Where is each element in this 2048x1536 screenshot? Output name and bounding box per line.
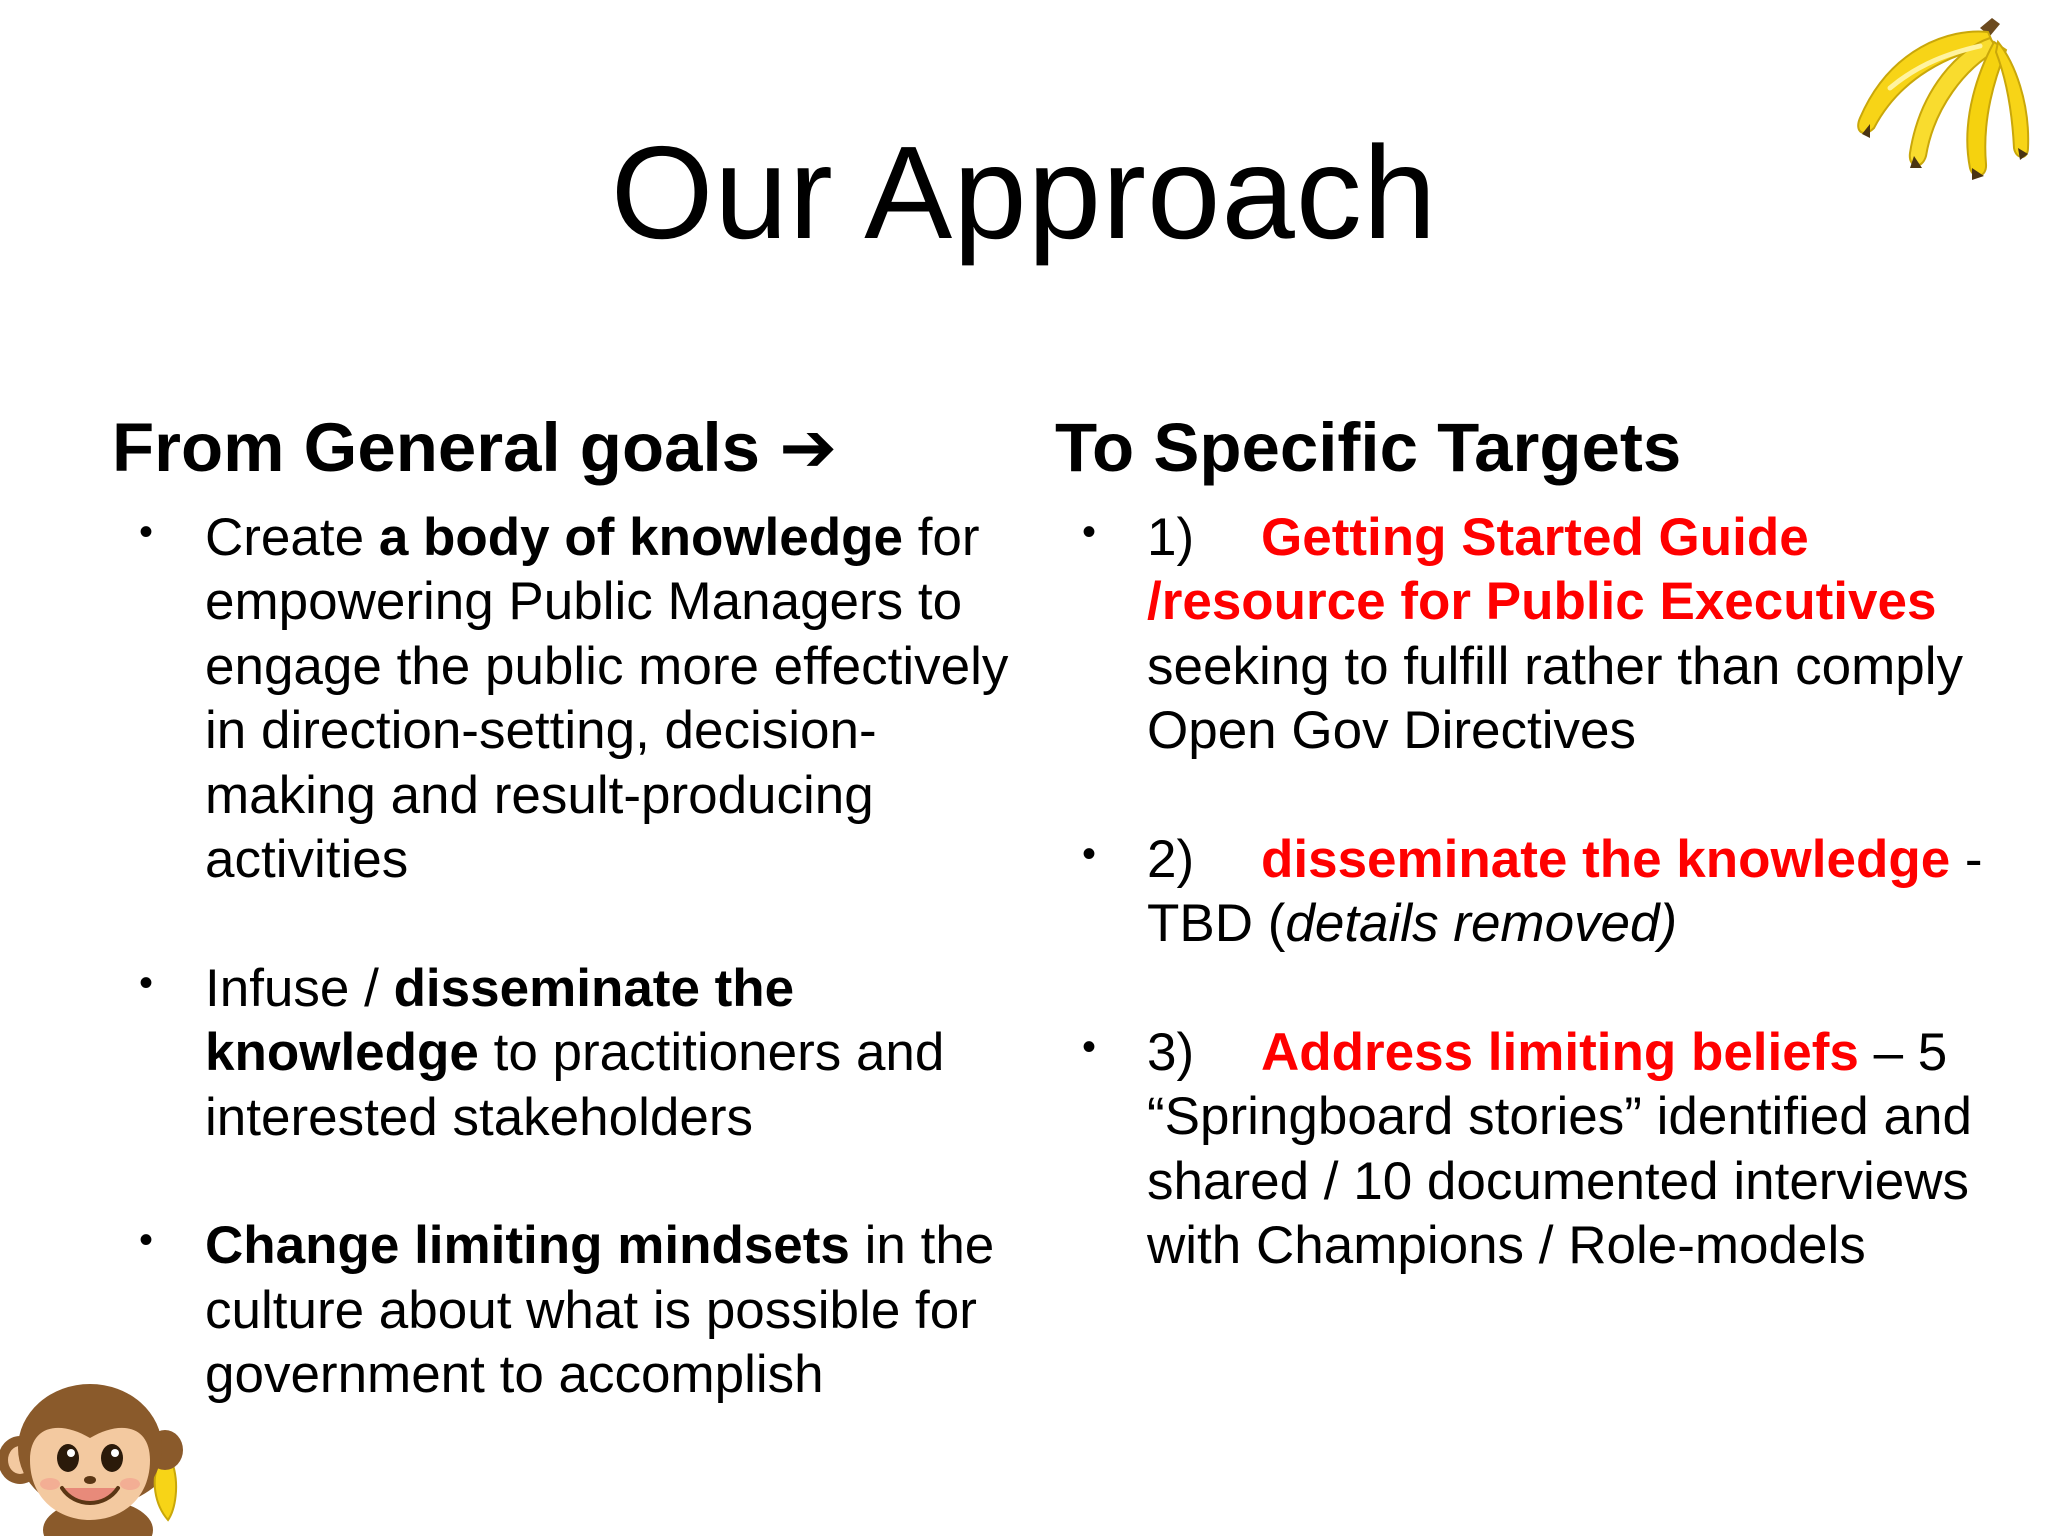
arrow-right-icon: ➔	[779, 409, 838, 486]
right-column-heading: To Specific Targets	[1055, 409, 1682, 486]
list-item	[1055, 506, 1985, 764]
item-number: 3)	[1147, 1022, 1195, 1082]
right-column	[1055, 410, 1985, 1343]
bullet-bold-text: a body of knowledge	[378, 507, 903, 567]
bullet-icon: •	[1082, 831, 1097, 876]
list-item	[1055, 1021, 1985, 1279]
monkey-icon	[0, 1380, 190, 1536]
bullet-text: Infuse /	[205, 958, 394, 1018]
bullet-text: - TBD (	[1147, 829, 1983, 954]
left-heading-text: From General goals	[112, 409, 761, 486]
left-column-heading	[112, 410, 1012, 486]
bullet-icon: •	[139, 960, 154, 1005]
highlight-text: Getting Started Guide /resource for Public Executives	[1147, 507, 1937, 632]
bullet-icon: •	[1082, 509, 1097, 554]
bullet-text: to practitioners and interested stakeholders	[205, 1023, 945, 1147]
slide-title: Our Approach	[610, 119, 1438, 266]
bullet-text: for empowering Public Managers to engage the public more effectively in direction-setting, decision-making and result-producing activities	[205, 507, 1009, 890]
italic-text: details removed)	[1285, 894, 1678, 954]
bullet-text: – 5 “Springboard stories” identified and shared / 10 documented interviews with Champions / Role-models	[1147, 1022, 1972, 1276]
bullet-text: in the culture about what is possible for government to accomplish	[205, 1216, 995, 1405]
list-item	[112, 1214, 1012, 1408]
item-number: 2)	[1147, 829, 1195, 889]
left-bullet-list	[112, 506, 1012, 1408]
bullet-icon: •	[139, 509, 154, 554]
item-number: 1)	[1147, 507, 1195, 567]
bullet-bold-text: disseminate the knowledge	[205, 958, 795, 1083]
bullet-icon: •	[139, 1218, 154, 1263]
list-item	[112, 506, 1012, 893]
bullet-icon: •	[1082, 1024, 1097, 1069]
left-column	[112, 410, 1012, 1472]
bullet-text: Create	[205, 507, 379, 567]
highlight-text: Address limiting beliefs	[1261, 1022, 1859, 1082]
bullet-bold-text: Change limiting mindsets	[205, 1216, 850, 1276]
bullet-text: seeking to fulfill rather than comply Open Gov Directives	[1147, 636, 1964, 761]
highlight-text: disseminate the knowledge	[1261, 829, 1951, 889]
list-item	[1055, 828, 1985, 957]
list-item	[112, 957, 1012, 1151]
right-bullet-list	[1055, 506, 1985, 1279]
